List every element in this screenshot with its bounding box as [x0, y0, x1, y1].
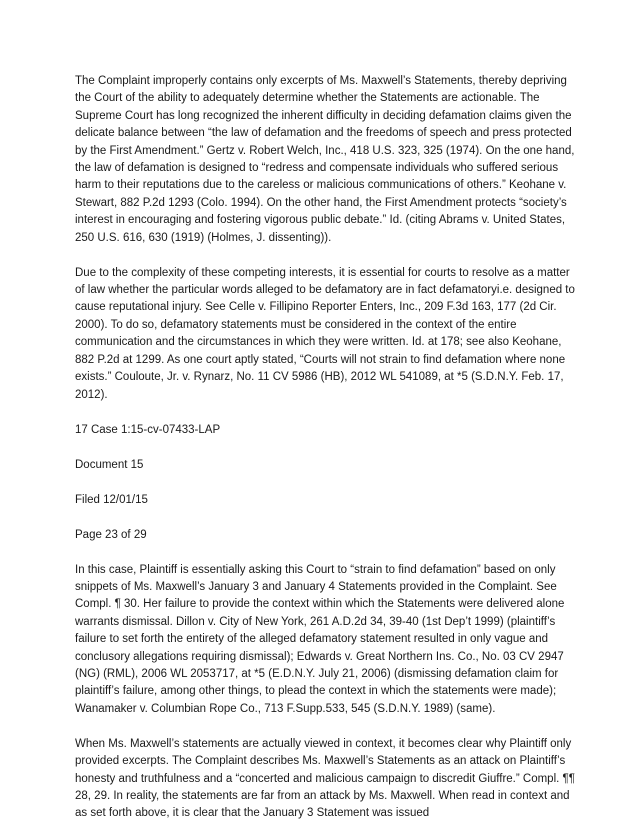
- paragraph-viewed-in-context: When Ms. Maxwell’s statements are actually viewed in context, it becomes clear why Plaintiff only provided excerpts. The Complaint describes Ms. Maxwell’s Statements as an attack on Plaintiff’s honesty and truthfulness and a “concerted and malicious campaign to discredit Giuffre.” Compl. ¶¶ 28, 29. In reality, the statements are far from an attack by Ms. Maxwell. When read in context and as set forth above, it is clear that the January 3 Statement was issued: [75, 737, 575, 820]
- page-number-line: Page 23 of 29: [75, 528, 147, 541]
- document-number-line: Document 15: [75, 458, 144, 471]
- case-number-line: 17 Case 1:15-cv-07433-LAP: [75, 423, 221, 436]
- paragraph-context-excerpts: The Complaint improperly contains only excerpts of Ms. Maxwell’s Statements, thereby depriving the Court of the ability to adequately determine whether the Statements are actionable. The Supreme Court has long recognized the inherent difficulty in deciding defamation claims given the delicate balance between “the law of defamation and the freedoms of speech and press protected by the First Amendment.” Gertz v. Robert Welch, Inc., 418 U.S. 323, 325 (1974). On the one hand, the law of defamation is designed to “redress and compensate individuals who suffered serious harm to their reputations due to the careless or malicious communications of others.” Keohane v. Stewart, 882 P.2d 1293 (Colo. 1994). On the other hand, the First Amendment protects “society’s interest in encouraging and fostering vigorous public debate.” Id. (citing Abrams v. United States, 250 U.S. 616, 630 (1919) (Holmes, J. dissenting)).: [75, 75, 575, 244]
- document-page: [75, 73, 575, 840]
- paragraph-competing-interests: Due to the complexity of these competing interests, it is essential for courts to resolve as a matter of law whether the particular words alleged to be defamatory are in fact defamatoryi.e. designed to cause reputational injury. See Celle v. Fillipino Reporter Enters, Inc., 209 F.3d 163, 177 (2d Cir. 2000). To do so, defamatory statements must be considered in the context of the entire communication and the circumstances in which they were written. Id. at 178; see also Keohane, 882 P.2d at 1299. As one court aptly stated, “Courts will not strain to find defamation where none exists.” Couloute, Jr. v. Rynarz, No. 11 CV 5986 (HB), 2012 WL 541089, at *5 (S.D.N.Y. Feb. 17, 2012).: [75, 266, 575, 401]
- filed-date-line: Filed 12/01/15: [75, 493, 148, 506]
- paragraph-strain-to-find: In this case, Plaintiff is essentially asking this Court to “strain to find defamation” based on only snippets of Ms. Maxwell’s January 3 and January 4 Statements provided in the Complaint. See Compl. ¶ 30. Her failure to provide the context within which the Statements were delivered alone warrants dismissal. Dillon v. City of New York, 261 A.D.2d 34, 39-40 (1st Dep’t 1999) (plaintiff’s failure to set forth the entirety of the alleged defamatory statement resulted in only vague and conclusory allegations requiring dismissal); Edwards v. Great Northern Ins. Co., No. 03 CV 2947 (NG) (RML), 2006 WL 2053717, at *5 (E.D.N.Y. July 21, 2006) (dismissing defamation claim for plaintiff’s failure, among other things, to plead the context in which the statements were made); Wanamaker v. Columbian Rope Co., 713 F.Supp.533, 545 (S.D.N.Y. 1989) (same).: [75, 563, 565, 715]
